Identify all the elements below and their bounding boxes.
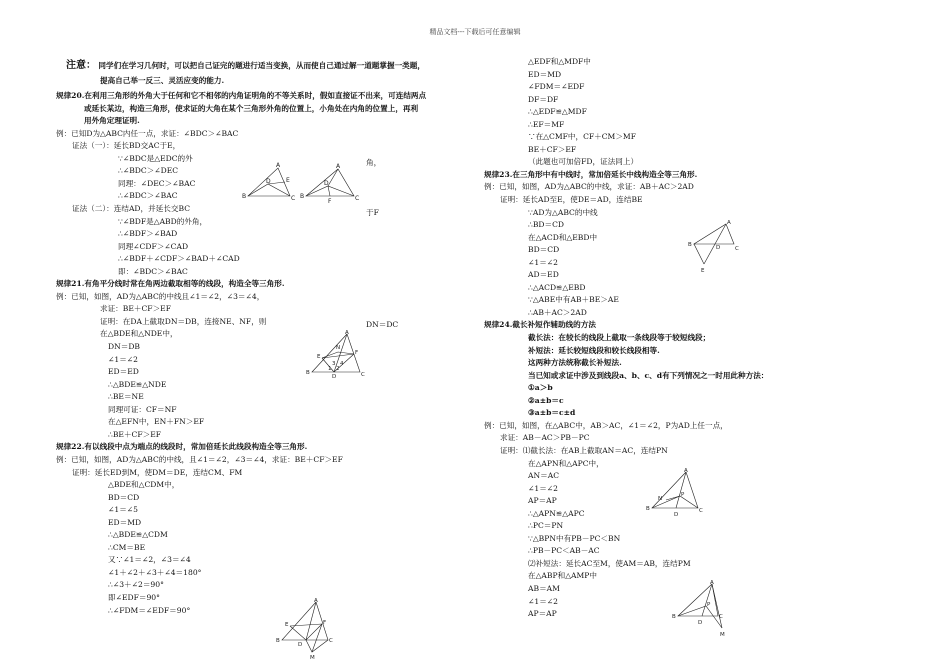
label-1: 1 (328, 366, 332, 372)
left-line: 例：已知，如图，AD为△ABC的中线且∠1＝∠2，∠3＝∠4， (56, 291, 265, 301)
label-E: E (286, 177, 290, 184)
left-line: ∴BE＝NE (108, 392, 144, 402)
left-line: 规律21.有角平分线时常在角两边截取相等的线段，构造全等三角形. (56, 279, 285, 289)
left-line: 同理：∠DEC＞∠BAC (118, 178, 196, 188)
label-E: E (317, 354, 321, 360)
label-C: C (699, 508, 703, 514)
left-line: 又∵∠1＝∠2，∠3＝∠4 (108, 555, 191, 565)
left-line: 规律20.在利用三角形的外角大于任何和它不相邻的内角证明角的不等关系时，假如直接证不出来，可连结两点 (56, 91, 427, 101)
left-line: △BDE和△CDM中， (108, 480, 180, 490)
right-lines (484, 56, 904, 621)
left-line: 证法（二）：连结AD，并延长交BC (72, 204, 191, 214)
note-text-1: 同学们在学习几何时，可以把自己证完的题进行适当变换，从而使自己通过解一道题掌握一类题， (98, 61, 425, 70)
label-C: C (719, 614, 723, 620)
right-line: AD＝ED (528, 270, 559, 280)
label-A: A (684, 468, 688, 474)
left-line: ED＝ED (108, 367, 139, 377)
right-line: AP＝AP (528, 496, 557, 506)
label-D: D (674, 512, 679, 518)
label-A: A (276, 162, 281, 169)
label-B: B (306, 370, 310, 376)
right-line: ∠1＝∠2 (528, 483, 558, 493)
note-line (56, 60, 468, 73)
right-line: △EDF和△MDF中 (528, 57, 591, 66)
left-line: 证法（一）：延长BD交AC于E， (72, 141, 181, 151)
left-line: ∴∠BDF＞∠BAD (118, 229, 178, 239)
label-P: P (681, 492, 685, 498)
label-F: F (323, 620, 327, 626)
label-C: C (735, 246, 739, 252)
label-D: D (298, 642, 303, 648)
figure-rule21 (304, 328, 370, 378)
label-B: B (672, 614, 676, 620)
right-line: DF＝DF (528, 94, 559, 104)
label-E: E (285, 622, 289, 628)
right-line: 这两种方法统称截长补短法. (528, 358, 622, 368)
label-C: C (355, 195, 360, 202)
right-line: 例：已知，如图，AD为△ABC的中线，求证：AB＋AC＞2AD (484, 182, 694, 192)
right-line: 例：已知，如图，在△ABC中，AB＞AC，∠1＝∠2，P为AD上任一点， (484, 420, 728, 430)
left-line: 在△EFN中，EN＋FN＞EF (108, 417, 205, 427)
label-B: B (688, 242, 692, 248)
label-C: C (361, 372, 365, 378)
label-D: D (324, 180, 329, 187)
label-A: A (314, 598, 318, 604)
right-line: 截长法：在较长的线段上截取一条线段等于较短线段； (528, 333, 711, 343)
label-A: A (710, 580, 714, 586)
label-2: 2 (336, 366, 340, 372)
left-line: 规律22.有以线段中点为端点的线段时，常加倍延长此线段构造全等三角形. (56, 442, 308, 452)
left-line: 例：已知D为△ABC内任一点，求证：∠BDC＞∠BAC (56, 128, 239, 138)
figure-rule20-svg (238, 160, 368, 208)
left-line: ∵∠BDC是△EDC的外 (118, 153, 193, 163)
page-header: 精品文档---下载后可任意编辑 (429, 28, 521, 36)
left-line: 证明：在DA上截取DN＝DB，连接NE、NF，则 (100, 316, 267, 326)
figure-rule23-svg (686, 218, 746, 274)
right-line: ∵AD为△ABC的中线 (528, 207, 598, 217)
right-line: ∴EF＝MF (528, 119, 565, 129)
left-line: 在△BDE和△NDE中， (100, 329, 178, 339)
left-line: 求证：BE＋CF＞EF (100, 304, 171, 314)
left-line: ∠1＋∠2＋∠3＋∠4＝180° (108, 567, 202, 577)
label-P: P (707, 602, 711, 608)
left-line: ∵∠BDF是△ABD的外角， (118, 216, 208, 226)
right-line: 当已知或求证中涉及到线段a、b、c、d有下列情况之一时用此种方法： (528, 370, 769, 380)
figure-rule23 (686, 218, 746, 274)
label-3: 3 (332, 361, 336, 367)
label-D: D (698, 620, 703, 626)
float-jiao: 角， (366, 158, 382, 167)
left-line: ∴∠BDC＞∠BAC (118, 191, 178, 201)
right-line: ⑵补短法：延长AC至M，使AM＝AB，连结PM (528, 558, 691, 568)
label-N: N (336, 345, 341, 351)
left-line: 或延长某边，构造三角形，使求证的大角在某个三角形外角的位置上，小角处在内角的位置上，再利 (84, 103, 419, 113)
label-B: B (300, 193, 305, 200)
left-line: 用外角定理证明. (84, 116, 140, 126)
figure-rule24b-svg (670, 578, 734, 640)
figure-rule24-b (670, 578, 734, 640)
label-4: 4 (340, 361, 344, 367)
label-C: C (329, 638, 333, 644)
left-column (56, 60, 468, 617)
right-line: 在△ABP和△AMP中 (528, 571, 598, 581)
right-line: 在△ACD和△EBD中 (528, 232, 598, 242)
left-line: 证明：延长ED到M，使DM＝DE，连结CM、FM (72, 467, 243, 477)
right-line: AB＝AM (528, 583, 560, 593)
left-line: ∴△BDE≌△CDM (108, 530, 168, 540)
label-F: F (328, 198, 332, 205)
label-M: M (310, 655, 315, 660)
right-line: 证明：延长AD至E，使DE＝AD，连结BE (500, 195, 643, 205)
right-line: 证明：⑴截长法：在AB上截取AN＝AC，连结PN (500, 445, 668, 455)
right-line: ∴AB＋AC＞2AD (528, 307, 587, 317)
figure-rule22-svg (274, 596, 340, 660)
label-F: F (355, 350, 359, 356)
left-line: 同理∠CDF＞∠CAD (118, 241, 189, 251)
right-line: 在△APN和△APC中， (528, 458, 604, 468)
right-line: ∴△EDF≌△MDF (528, 107, 587, 117)
right-line: ∴△APN≌△APC (528, 508, 585, 518)
label-D: D (266, 178, 271, 185)
figure-rule20 (238, 160, 368, 208)
label-B: B (646, 506, 650, 512)
left-line: ∴∠3＋∠2＝90° (108, 580, 164, 590)
label-A: A (727, 220, 731, 226)
left-line: BD＝CD (108, 492, 140, 502)
label-A: A (336, 163, 341, 170)
note-label: 注意： (66, 60, 96, 71)
float-dn-dc: DN＝DC (366, 320, 399, 329)
figure-rule24-a (646, 466, 706, 520)
left-line: DN＝DB (108, 342, 140, 352)
label-D: D (332, 374, 337, 378)
left-line: ED＝MD (108, 517, 142, 527)
label-A: A (345, 330, 349, 336)
right-line: 补短法：延长较短线段和较长线段相等. (528, 345, 660, 355)
right-line: ∠1＝∠2 (528, 257, 558, 267)
right-line: （此题也可加倍FD，证法同上） (528, 157, 639, 167)
right-line: 规律24.截长补短作辅助线的方法 (484, 320, 596, 330)
right-line: ∵△ABE中有AB＋BE＞AE (528, 295, 619, 305)
right-line: BE＋CF＞EF (528, 144, 577, 154)
float-yu-f: 于F (366, 208, 379, 217)
right-line: ∴PB－PC＜AB－AC (528, 546, 600, 556)
right-line: ∴PC＝PN (528, 521, 564, 531)
right-line: 规律23.在三角形中有中线时，常加倍延长中线构造全等三角形. (484, 169, 698, 179)
right-line: ③a±b＝c±d (528, 408, 576, 418)
right-line: 求证：AB－AC＞PB－PC (500, 433, 590, 443)
right-line: AN＝AC (528, 471, 560, 481)
label-B: B (276, 638, 280, 644)
left-line: ∴∠BDF＋∠CDF＞∠BAD＋∠CAD (118, 254, 240, 264)
left-line: ∴∠BDC＞∠DEC (118, 166, 179, 176)
label-N: N (658, 496, 663, 502)
right-line: ∴△ACD≌△EBD (528, 282, 586, 292)
left-line: ∴CM＝BE (108, 542, 146, 552)
left-line: ∴BE＋CF＞EF (108, 429, 162, 439)
label-B: B (242, 193, 247, 200)
right-line: ED＝MD (528, 69, 562, 79)
figure-rule21-svg (304, 328, 370, 378)
label-C: C (291, 195, 296, 202)
left-line: 例：已知，如图，AD为△ABC的中线，且∠1＝∠2，∠3＝∠4，求证：BE＋CF＞EF (56, 454, 343, 464)
right-line: ∴BD＝CD (528, 220, 564, 230)
right-line: ∵△BPN中有PB－PC＜BN (528, 533, 621, 543)
left-line: ∴∠FDM＝∠EDF＝90° (108, 605, 191, 615)
right-line: ②a±b＝c (528, 395, 564, 405)
label-E: E (701, 268, 705, 274)
right-line: ∵在△CMF中，CF＋CM＞MF (528, 132, 636, 142)
note-text-2: 提高自己举一反三、灵活应变的能力. (100, 75, 225, 85)
right-line: ①a＞b (528, 383, 553, 393)
right-line: BD＝CD (528, 245, 560, 255)
right-line: ∠1＝∠2 (528, 596, 558, 606)
figure-rule24a-svg (646, 466, 706, 520)
right-column (484, 56, 904, 621)
label-M: M (720, 632, 725, 638)
right-line: ∠FDM＝∠EDF (528, 82, 585, 92)
figure-rule22 (274, 596, 340, 660)
left-line: ∠1＝∠5 (108, 505, 138, 515)
label-D: D (716, 245, 721, 251)
left-line: 即：∠BDC＞∠BAC (118, 266, 188, 276)
left-line: ∠1＝∠2 (108, 354, 138, 364)
left-line: 即∠EDF＝90° (108, 592, 160, 602)
left-line: ∴△BDE≌△NDE (108, 379, 167, 389)
right-line: AP＝AP (528, 609, 557, 619)
left-line: 同理可证：CF＝NF (108, 404, 177, 414)
